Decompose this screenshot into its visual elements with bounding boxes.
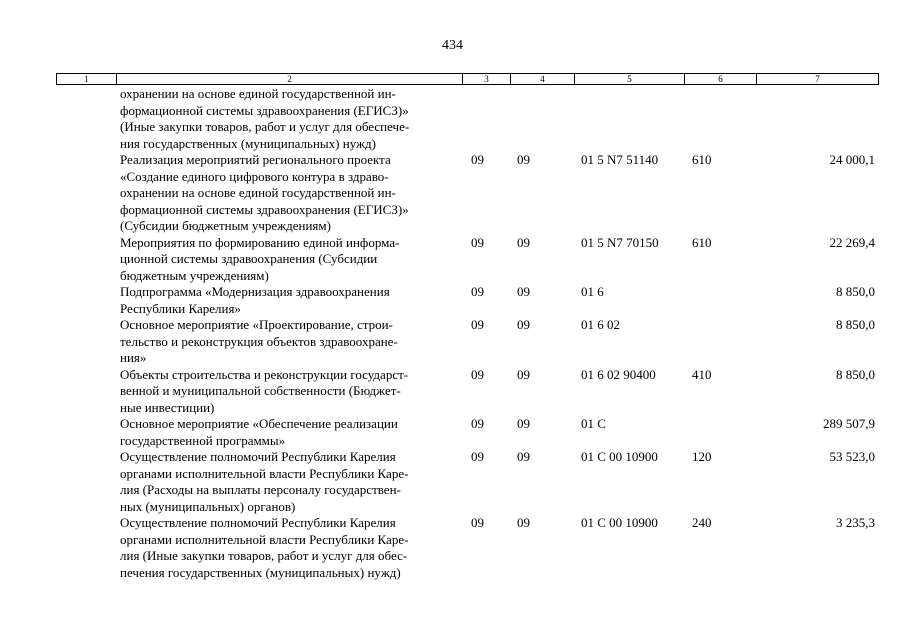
description-line: Реализация мероприятий регионального проекта: [120, 152, 391, 167]
description-line: государственной программы»: [120, 432, 286, 448]
description-line: ных (муниципальных) органов): [120, 498, 296, 514]
description-line: ния»: [120, 350, 147, 365]
description-line: Основное мероприятие «Обеспечение реализации: [120, 416, 398, 431]
subsection-code: 09: [517, 152, 530, 167]
header-col-4: 4: [511, 74, 575, 84]
header-col-1: 1: [57, 74, 117, 84]
table-row: [0, 317, 905, 367]
table-row: [0, 367, 905, 417]
description-line: венной и муниципальной собственности (Бюджет-: [120, 383, 401, 398]
description-line: Республики Карелия»: [120, 300, 241, 316]
section-code: 09: [471, 284, 484, 299]
amount: 3 235,3: [836, 515, 875, 530]
target-article-code: 01 С 00 10900: [581, 515, 658, 530]
description-line: «Создание единого цифрового контура в здраво-: [120, 168, 389, 184]
description-line: ционной системы здравоохранения (Субсидии: [120, 251, 378, 266]
row-description: [120, 515, 460, 581]
description-line: тельство и реконструкция объектов здравоохране-: [120, 333, 398, 349]
amount: 53 523,0: [829, 449, 875, 464]
target-article-code: 01 5 N7 70150: [581, 234, 659, 250]
table-row: [0, 284, 905, 317]
header-col-3: 3: [463, 74, 511, 84]
table-row: [0, 515, 905, 581]
subsection-code: 09: [517, 234, 530, 250]
target-article-code: 01 6 02 90400: [581, 366, 656, 382]
amount: 24 000,1: [829, 152, 875, 167]
section-code: 09: [471, 152, 484, 167]
description-line: (Иные закупки товаров, работ и услуг для обеспече-: [120, 119, 410, 134]
description-line: Осуществление полномочий Республики Карелия: [120, 449, 396, 464]
table-row: [0, 86, 905, 152]
page-number: 434: [442, 38, 463, 53]
target-article-code: 01 С 00 10900: [581, 449, 658, 464]
expense-type-code: 610: [692, 234, 712, 250]
row-description: [120, 86, 460, 152]
description-line: Объекты строительства и реконструкции государст-: [120, 366, 409, 382]
subsection-code: 09: [517, 284, 530, 299]
section-code: 09: [471, 317, 484, 332]
row-description: [120, 152, 460, 235]
description-line: лия (Расходы на выплаты персоналу государствен-: [120, 482, 401, 497]
amount: 289 507,9: [823, 416, 875, 431]
section-code: 09: [471, 416, 484, 431]
amount: 8 850,0: [836, 366, 875, 382]
description-line: ния государственных (муниципальных) нужд): [120, 135, 376, 151]
header-col-7: 7: [815, 74, 820, 84]
row-description: [120, 235, 460, 285]
table-row: [0, 152, 905, 235]
amount: 8 850,0: [836, 284, 875, 299]
subsection-code: 09: [517, 366, 530, 382]
section-code: 09: [471, 366, 484, 382]
header-col-6: 6: [685, 74, 757, 84]
expense-type-code: 410: [692, 366, 712, 382]
expense-type-code: 120: [692, 449, 712, 464]
expense-type-code: 240: [692, 515, 712, 530]
subsection-code: 09: [517, 317, 530, 332]
table-row: [0, 235, 905, 285]
table-header: [56, 73, 879, 85]
target-article-code: 01 6 02: [581, 317, 620, 332]
header-col-5: 5: [575, 74, 685, 84]
amount: 8 850,0: [836, 317, 875, 332]
row-description: [120, 317, 460, 367]
subsection-code: 09: [517, 515, 530, 530]
description-line: охранении на основе единой государственной ин-: [120, 86, 396, 101]
row-description: [120, 367, 460, 417]
amount: 22 269,4: [829, 234, 875, 250]
table-row: [0, 449, 905, 515]
description-line: Мероприятия по формированию единой информа-: [120, 234, 400, 250]
row-description: [120, 449, 460, 515]
description-line: органами исполнительной власти Республики Каре-: [120, 465, 409, 481]
row-description: [120, 284, 460, 317]
description-line: лия (Иные закупки товаров, работ и услуг для обес-: [120, 548, 408, 563]
target-article-code: 01 С: [581, 416, 606, 431]
description-line: формационной системы здравоохранения (ЕГИСЗ)»: [120, 102, 409, 118]
subsection-code: 09: [517, 416, 530, 431]
description-line: органами исполнительной власти Республики Каре-: [120, 531, 409, 547]
description-line: формационной системы здравоохранения (ЕГИСЗ)»: [120, 201, 409, 217]
description-line: Подпрограмма «Модернизация здравоохранения: [120, 284, 390, 299]
target-article-code: 01 6: [581, 284, 604, 299]
table-body: [0, 86, 905, 581]
description-line: бюджетным учреждениям): [120, 267, 269, 283]
expense-type-code: 610: [692, 152, 712, 167]
table-row: [0, 416, 905, 449]
description-line: Основное мероприятие «Проектирование, строи-: [120, 317, 393, 332]
header-col-2: 2: [117, 74, 463, 84]
description-line: Осуществление полномочий Республики Карелия: [120, 515, 396, 530]
description-line: ные инвестиции): [120, 399, 215, 415]
subsection-code: 09: [517, 449, 530, 464]
description-line: охранении на основе единой государственной ин-: [120, 185, 396, 200]
row-description: [120, 416, 460, 449]
description-line: (Субсидии бюджетным учреждениям): [120, 218, 331, 233]
section-code: 09: [471, 515, 484, 530]
section-code: 09: [471, 449, 484, 464]
section-code: 09: [471, 234, 484, 250]
description-line: печения государственных (муниципальных) нужд): [120, 564, 401, 580]
target-article-code: 01 5 N7 51140: [581, 152, 659, 167]
